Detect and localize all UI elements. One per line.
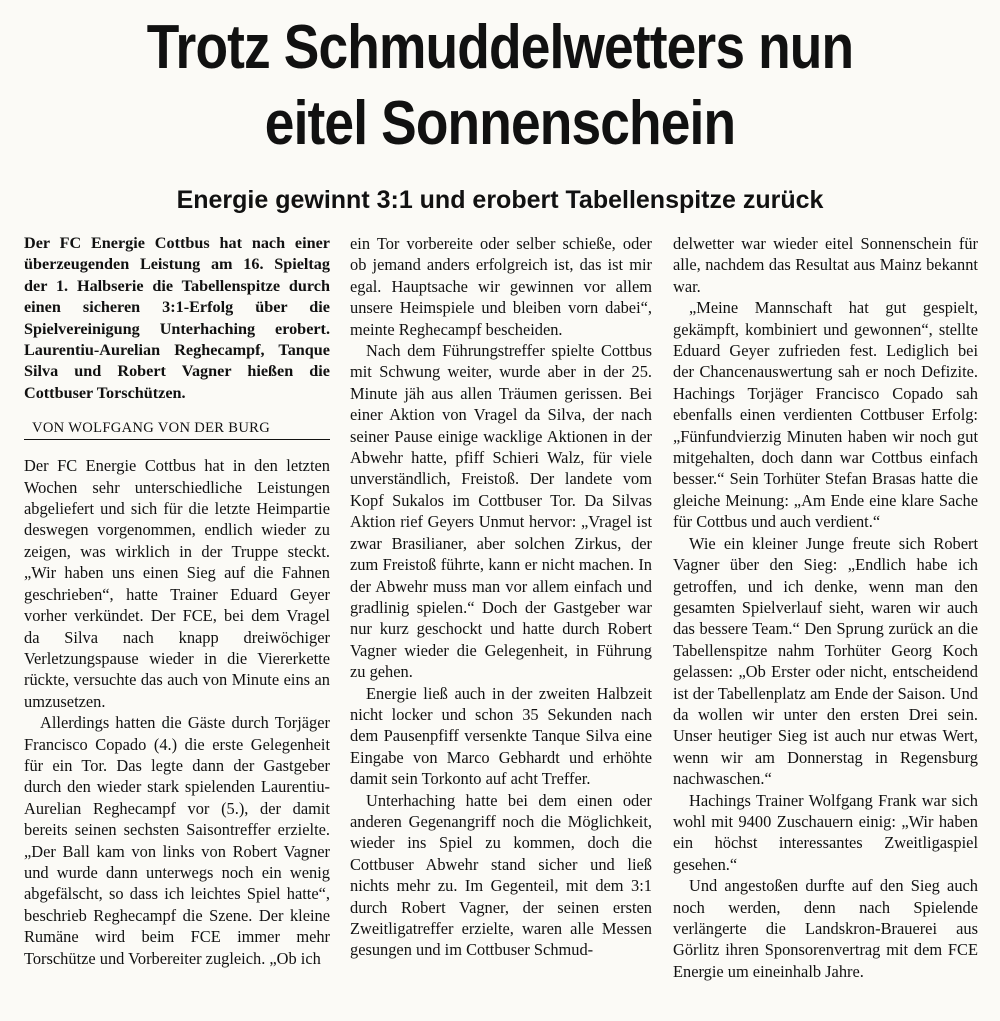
body-paragraph: Und angestoßen durfte auf den Sieg auch noch werden, denn nach Spielende verlängerte die Landskron-Brauerei aus Görlitz ihren Sponsorenvertrag mit dem FCE Energie um eineinhalb Jahre. <box>673 876 978 981</box>
body-paragraph: Allerdings hatten die Gäste durch Torjäger Francisco Copado (4.) die erste Gelegenheit für ein Tor. Das legte dann der Gastgeber durch den wieder stark spielenden Laurentiu-Aurelian Reghecampf vor (5.), der damit bereits seinen sechsten Saisontreffer erzielte. „Der Ball kam von links von Robert Vagner und wurde dann unterwegs noch ein wenig abgefälscht, so dass ich leichtes Spiel hatte“, beschrieb Reghecampf die Szene. Der kleine Rumäne wird beim FCE immer mehr Torschütze und Vorbereiter zugleich. „Ob ich <box>24 713 330 968</box>
lead-paragraph: Der FC Energie Cottbus hat nach einer überzeugenden Leistung am 16. Spieltag der 1. Halbserie die Tabellenspitze durch einen sicheren 3:1-Erfolg über die Spielvereinigung Unterhaching erobert. Laurentiu-Aurelian Reghecampf, Tanque Silva und Robert Vagner hießen die Cottbuser Torschützen. <box>24 234 330 402</box>
column-1 <box>24 233 330 969</box>
subheadline: Energie gewinnt 3:1 und erobert Tabellenspitze zurück <box>176 186 824 214</box>
body-paragraph: Wie ein kleiner Junge freute sich Robert Vagner über den Sieg: „Endlich habe ich getroffen, und ich denke, wenn man den gesamten Spielverlauf sieht, waren wir auch das bessere Team.“ Den Sprung zurück an die Tabellenspitze nahm Torhüter Georg Koch gelassen: „Ob Erster oder nicht, entscheidend ist der Tabellenplatz am Ende der Saison. Und da wollen wir unter den ersten Drei sein. Unser heutiger Sieg ist auch nur etwas Wert, wenn wir am Donnerstag in Regensburg nachwaschen.“ <box>673 533 978 789</box>
headline <box>70 10 930 162</box>
byline: VON WOLFGANG VON DER BURG <box>24 418 330 440</box>
body-paragraph: Nach dem Führungstreffer spielte Cottbus mit Schwung weiter, wurde aber in der 25. Minute jäh aus allen Träumen gerissen. Bei einer Aktion von Vragel da Silva, der nach seiner Pause einige wacklige Aktionen in der Abwehr hatte, pfiff Schieri Walz, für viele unverständlich, Freistoß. Der landete vom Kopf Sukalos im Cottbuser Tor. Da Silvas Aktion rief Geyers Unmut hervor: „Vragel ist zwar Brasilianer, aber solchen Zirkus, der zum Freistoß führte, kann er nicht machen. In der Abwehr muss man vor allem einfach und gradlinig spielen.“ Doch der Gastgeber war nur kurz geschockt und hatte durch Robert Vagner wieder die Gelegenheit, in Führung zu gehen. <box>350 341 652 682</box>
column-2 <box>350 233 652 961</box>
headline-line-2: eitel Sonnenschein <box>264 89 736 158</box>
body-paragraph: „Meine Mannschaft hat gut gespielt, gekämpft, kombiniert und gewonnen“, stellte Eduard Geyer zufrieden fest. Lediglich bei der Chancenauswertung sah er noch Defizite. Hachings Torjäger Francisco Copado sah ebenfalls einen verdienten Cottbuser Erfolg: „Fünfundvierzig Minuten haben wir noch gut mitgehalten, doch dann war Cottbus einfach besser.“ Sein Torhüter Stefan Brasas hatte die gleiche Meinung: „Am Ende eine klare Sache für Cottbus und auch verdient.“ <box>673 298 978 532</box>
body-paragraph: Unterhaching hatte bei dem einen oder anderen Gegenangriff noch die Möglichkeit, wieder ins Spiel zu kommen, doch die Cottbuser Abwehr stand sicher und ließ nichts mehr zu. Im Gegenteil, mit dem 3:1 durch Robert Vagner, der seinen ersten Zweitligatreffer erzielte, waren alle Messen gesungen und im Cottbuser Schmud- <box>350 790 652 960</box>
body-paragraph: Energie ließ auch in der zweiten Halbzeit nicht locker und schon 35 Sekunden nach dem Pausenpfiff versenkte Tanque Silva eine Eingabe von Marco Gebhardt und erhöhte damit sein Torkonto auf acht Treffer. <box>350 683 652 789</box>
body-paragraph: Der FC Energie Cottbus hat in den letzten Wochen sehr unterschiedliche Leistungen abgeliefert und sich für die letzte Heimpartie deswegen vorgenommen, endlich wieder zu zeigen, was wirklich in der Truppe steckt. „Wir haben uns einen Sieg auf die Fahnen geschrieben“, hatte Trainer Eduard Geyer vorher verkündet. Der FCE, bei dem Vragel da Silva nach knapp dreiwöchiger Verletzungspause wieder in die Viererkette rückte, versuchte das auch von Minute eins an umzusetzen. <box>24 456 330 711</box>
body-paragraph: Hachings Trainer Wolfgang Frank war sich wohl mit 9400 Zuschauern einig: „Wir haben ein höchst interessantes Zweitligaspiel gesehen.“ <box>673 790 978 874</box>
column-3 <box>673 233 978 982</box>
headline-line-1: Trotz Schmuddelwetters nun <box>146 13 854 82</box>
body-paragraph: delwetter war wieder eitel Sonnenschein für alle, nachdem das Resultat aus Mainz bekannt war. <box>673 234 978 296</box>
body-paragraph: ein Tor vorbereite oder selber schieße, oder ob jemand anders erfolgreich ist, das ist mir egal. Hauptsache wir gewinnen vor allem unsere Heimspiele und bleiben vorn dabei“, meinte Reghecampf bescheiden. <box>350 234 652 339</box>
